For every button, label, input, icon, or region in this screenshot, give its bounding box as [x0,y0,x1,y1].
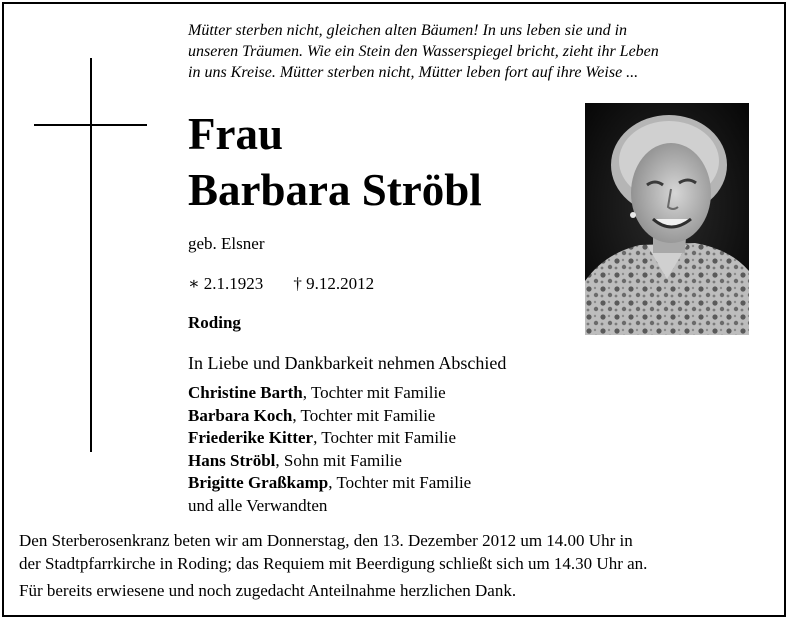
mourners-closing: und alle Verwandten [188,495,328,515]
mourner-name: Hans Ströbl [188,450,276,470]
mourner-name: Friederike Kitter [188,428,314,447]
deceased-title [188,106,482,218]
mourner-relation: , Tochter mit Familie [313,428,457,447]
birth-date: ∗ 2.1.1923 [188,274,264,293]
funeral-details [19,530,779,575]
mourner-relation: , Tochter mit Familie [302,383,446,402]
funeral-line: Den Sterberosenkranz beten wir am Donnerstag, den 13. Dezember 2012 um 14.00 Uhr in [19,531,633,550]
thanks-text: Für bereits erwiesene und noch zugedacht Anteilnahme herzlichen Dank. [19,581,517,600]
mourner-name: Barbara Koch [188,405,293,425]
mourner-name: Christine Barth [188,383,303,402]
mourner-entry [188,427,471,450]
deceased-name: Barbara Ströbl [188,165,482,215]
life-dates [188,273,404,295]
cross-icon-bar [34,124,147,126]
mourner-entry [188,450,471,473]
portrait-photo [585,103,749,335]
mourner-relation: , Tochter mit Familie [292,405,436,425]
salutation: Frau [188,109,283,159]
poem-line: unseren Träumen. Wie ein Stein den Wasserspiegel bricht, zieht ihr Leben [188,43,659,60]
mourner-relation: , Sohn mit Familie [275,450,402,470]
memorial-poem [188,20,748,83]
mourner-entry [188,405,471,428]
poem-line: Mütter sterben nicht, gleichen alten Bäumen! In uns leben sie und in [188,22,628,39]
death-date: † 9.12.2012 [293,274,375,293]
mourner-name: Brigitte Graßkamp [188,473,329,492]
cross-icon [90,58,92,452]
mourner-entry [188,382,471,405]
hometown: Roding [188,313,241,332]
mourner-relation: , Tochter mit Familie [328,473,472,492]
birth-name: geb. Elsner [188,234,265,253]
poem-line: in uns Kreise. Mütter sterben nicht, Mütter leben fort auf ihre Weise ... [188,64,639,81]
farewell-text: In Liebe und Dankbarkeit nehmen Abschied [188,353,507,373]
funeral-line: der Stadtpfarrkirche in Roding; das Requiem mit Beerdigung schließt sich um 14.30 Uhr an. [19,553,648,573]
mourners-list [188,382,471,517]
mourner-entry [188,472,471,495]
